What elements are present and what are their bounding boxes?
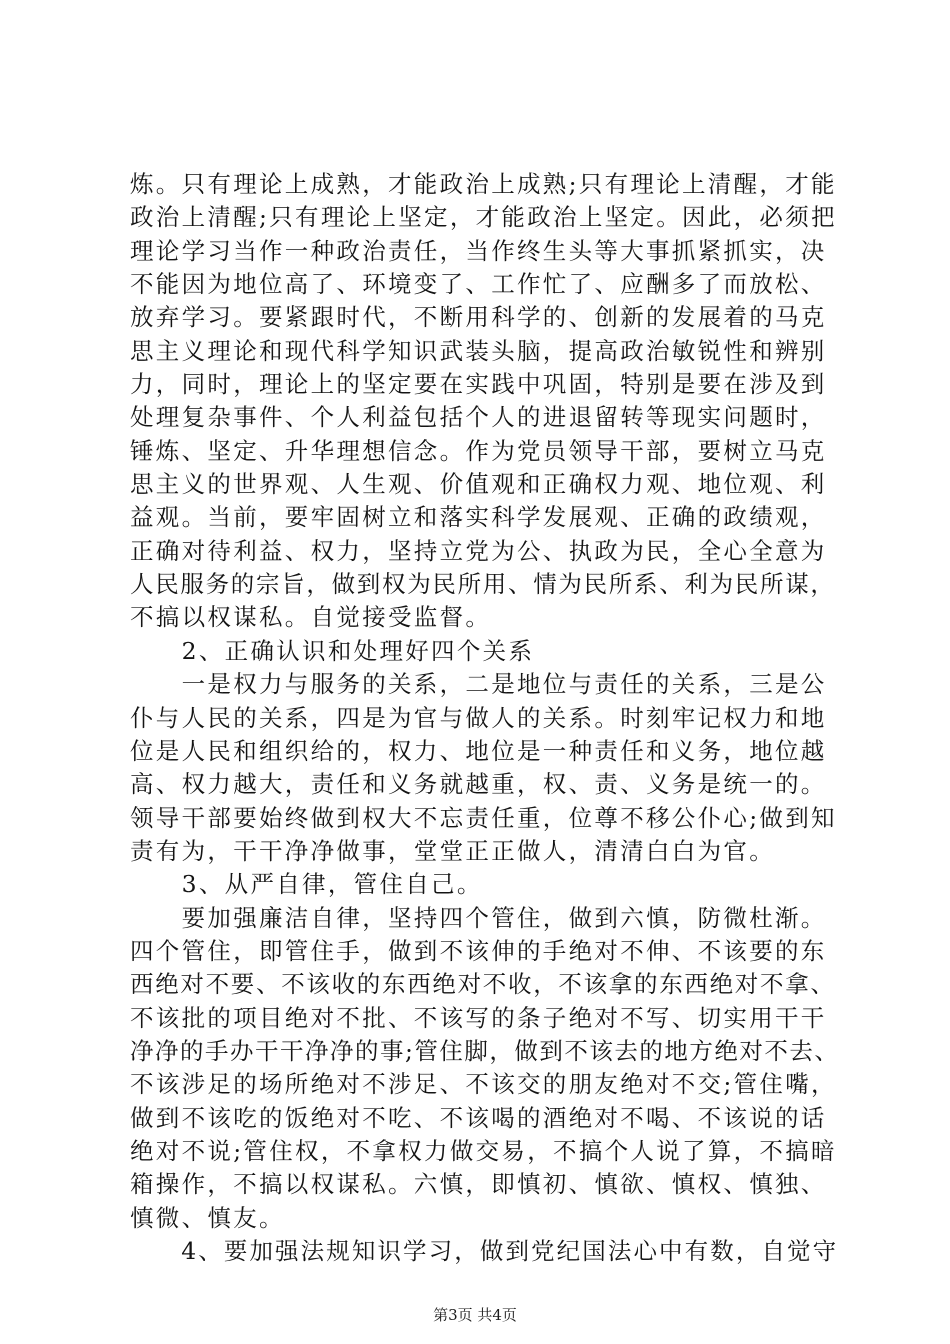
text-line: 做到不该吃的饭绝对不吃、不该喝的酒绝对不喝、不该说的话: [130, 1103, 827, 1132]
text-line: 4、要加强法规知识学习，做到党纪国法心中有数，自觉守: [130, 1237, 839, 1265]
text-line: 绝对不说;管住权，不拿权力做交易，不搞个人说了算，不搞暗: [130, 1136, 837, 1165]
body-text: [130, 168, 840, 1268]
text-line: 四个管住，即管住手，做到不该伸的手绝对不伸、不该要的东: [130, 936, 827, 965]
text-line: 思主义的世界观、人生观、价值观和正确权力观、地位观、利: [130, 470, 827, 499]
text-line: 仆与人民的关系，四是为官与做人的关系。时刻牢记权力和地: [130, 703, 827, 732]
text-line: 理论学习当作一种政治责任，当作终生头等大事抓紧抓实，决: [130, 236, 827, 265]
text-line: 人民服务的宗旨，做到权为民所用、情为民所系、利为民所谋，: [130, 570, 836, 599]
text-line: 力，同时，理论上的坚定要在实践中巩固，特别是要在涉及到: [130, 370, 827, 399]
text-line: 处理复杂事件、个人利益包括个人的进退留转等现实问题时，: [130, 403, 827, 432]
text-line: 慎微、慎友。: [130, 1203, 285, 1232]
text-line: 西绝对不要、不该收的东西绝对不收，不该拿的东西绝对不拿、: [130, 970, 836, 999]
text-line: 一是权力与服务的关系，二是地位与责任的关系，三是公: [130, 670, 827, 699]
text-line: 放弃学习。要紧跟时代，不断用科学的、创新的发展着的马克: [130, 303, 827, 332]
text-line: 不搞以权谋私。自觉接受监督。: [130, 603, 492, 632]
text-line: 不该涉足的场所绝对不涉足、不该交的朋友绝对不交;管住嘴，: [130, 1070, 837, 1099]
text-line: 箱操作，不搞以权谋私。六慎，即慎初、慎欲、慎权、慎独、: [130, 1170, 827, 1199]
text-line: 正确对待利益、权力，坚持立党为公、执政为民，全心全意为: [130, 536, 827, 565]
text-line: 益观。当前，要牢固树立和落实科学发展观、正确的政绩观，: [130, 503, 827, 532]
page-number-footer: 第3页 共4页: [433, 1306, 517, 1324]
text-line: 责有为，干干净净做事，堂堂正正做人，清清白白为官。: [130, 836, 775, 865]
text-line: 要加强廉洁自律，坚持四个管住，做到六慎，防微杜渐。: [130, 903, 827, 932]
text-line: 净净的手办干干净净的事;管住脚，做到不该去的地方绝对不去、: [130, 1036, 840, 1065]
text-line: 领导干部要始终做到权大不忘责任重，位尊不移公仆心;做到知: [130, 803, 837, 832]
text-line: 炼。只有理论上成熟，才能政治上成熟;只有理论上清醒，才能: [130, 170, 837, 198]
text-line: 思主义理论和现代科学知识武装头脑，提高政治敏锐性和辨别: [130, 336, 827, 365]
text-line: 2、正确认识和处理好四个关系: [130, 636, 535, 665]
text-line: 不能因为地位高了、环境变了、工作忙了、应酬多了而放松、: [130, 270, 827, 299]
text-line: 不该批的项目绝对不批、不该写的条子绝对不写、切实用干干: [130, 1003, 827, 1032]
text-line: 位是人民和组织给的，权力、地位是一种责任和义务，地位越: [130, 736, 827, 765]
text-line: 锤炼、坚定、升华理想信念。作为党员领导干部，要树立马克: [130, 436, 827, 465]
text-line: 高、权力越大，责任和义务就越重，权、责、义务是统一的。: [130, 770, 827, 799]
text-line: 政治上清醒;只有理论上坚定，才能政治上坚定。因此，必须把: [130, 203, 837, 232]
text-line: 3、从严自律，管住自己。: [130, 870, 483, 899]
